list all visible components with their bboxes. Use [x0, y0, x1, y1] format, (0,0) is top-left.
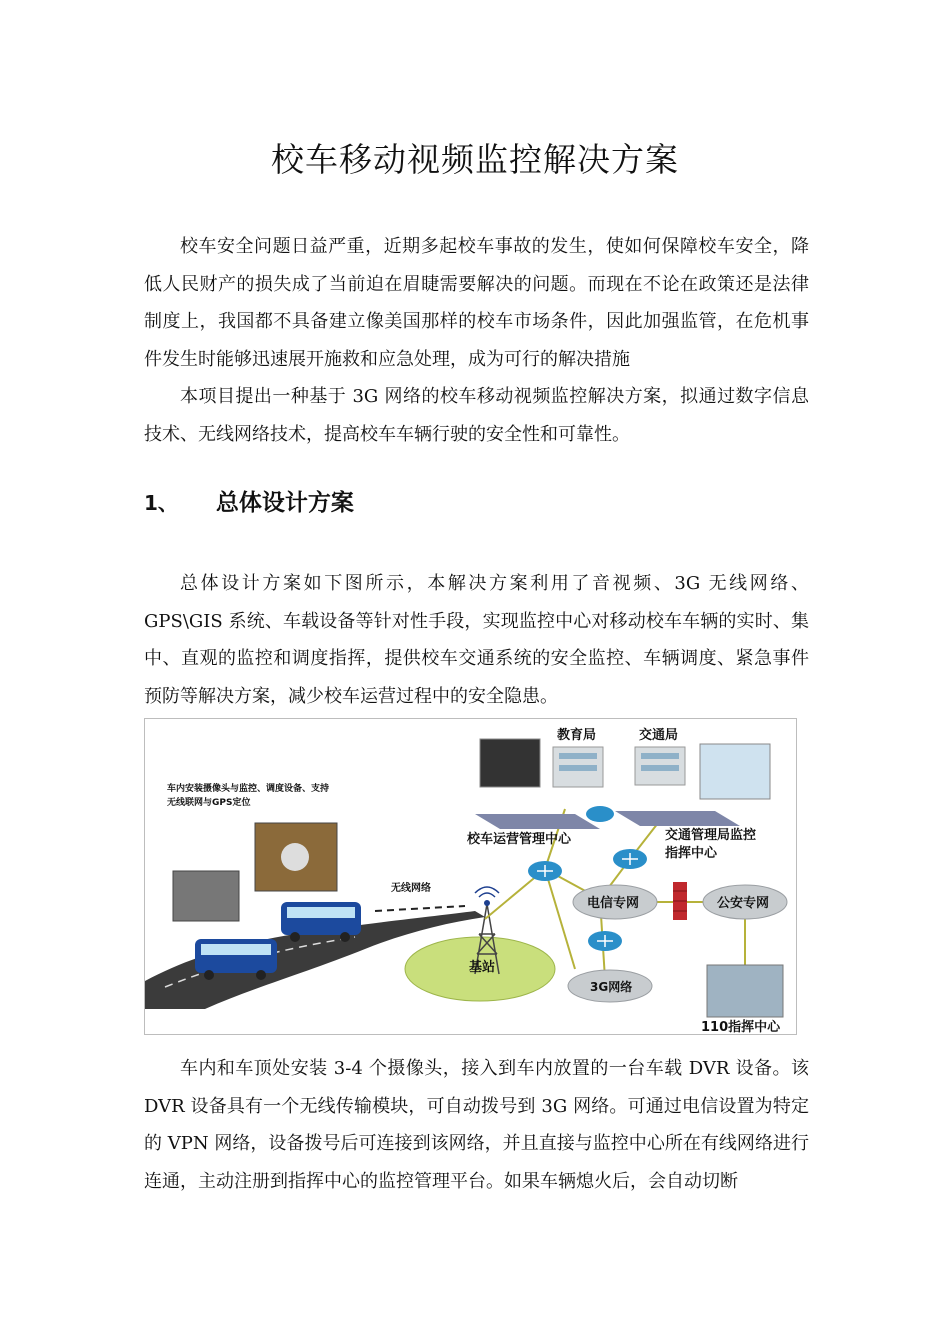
traffic-bureau-label: 交通局 — [639, 728, 679, 743]
wireless-link — [375, 906, 465, 911]
education-bureau-label: 教育局 — [557, 728, 597, 743]
router-icon — [528, 861, 562, 881]
traffic-bureau-building-icon — [635, 747, 685, 785]
command-110-photo — [707, 965, 783, 1017]
intro-paragraph-1: 校车安全问题日益严重，近期多起校车事故的发生，使如何保障校车安全，降低人民财产的损失成了当前迫在眉睫需要解决的问题。而现在不论在政策还是法律制度上，我国都不具备建立像美国那样的校车市场条件，因此加强监管，在危机事件发生时能够迅速展开施救和应急处理，成为可行的解决措施 — [144, 236, 809, 370]
svg-text:电信专网: 电信专网 — [587, 896, 640, 911]
diagram-canvas — [145, 719, 798, 1036]
school-center-platform — [475, 814, 600, 829]
section-number: 1、 — [144, 491, 178, 515]
traffic-room-photo — [700, 744, 770, 799]
traffic-center-label-line2: 指挥中心 — [665, 846, 718, 861]
svg-text:公安专网: 公安专网 — [717, 896, 770, 911]
vehicle-note-line2: 无线联网与GPS定位 — [167, 798, 251, 808]
section-paragraph-after-figure: 车内和车顶处安装 3-4 个摄像头，接入到车内放置的一台车载 DVR 设备。该 DVR 设备具有一个无线传输模块，可自动拨号到 3G 网络。可通过电信设置为特定的 VPN 网络，设备拨号后可连接到该网络，并且直接与监控中心所在有线网络进行连通，主动注册到指挥中心的监控管理平台。如果车辆熄火后，会自动切断 — [144, 1058, 809, 1192]
telecom-net-cloud — [573, 885, 657, 919]
traffic-center-platform — [615, 811, 740, 826]
section-heading — [144, 484, 354, 517]
vehicle-note-line1: 车内安装摄像头与监控、调度设备、支持 — [167, 784, 330, 794]
monitor-room-photo — [480, 739, 540, 787]
school-bus-center-label: 校车运营管理中心 — [467, 832, 572, 847]
base-station-label: 基站 — [469, 960, 496, 975]
system-architecture-diagram — [144, 718, 797, 1035]
education-bureau-building-icon — [553, 747, 603, 787]
police-net-cloud — [703, 885, 787, 919]
wireless-label: 无线网络 — [391, 883, 431, 894]
section-title: 总体设计方案 — [215, 489, 354, 516]
router-icon — [613, 849, 647, 869]
intro-paragraph-2: 本项目提出一种基于 3G 网络的校车移动视频监控解决方案，拟通过数字信息技术、无线网络技术，提高校车车辆行驶的安全性和可靠性。 — [144, 386, 809, 445]
router-icon — [588, 931, 622, 951]
section-paragraph: 总体设计方案如下图所示，本解决方案利用了音视频、3G 无线网络、GPS\GIS 系统、车载设备等针对性手段，实现监控中心对移动校车车辆的实时、集中、直观的监控和调度指挥，提供校车交通系统的安全监控、车辆调度、紧急事件预防等解决方案，减少校车运营过程中的安全隐患。 — [144, 573, 809, 707]
traffic-center-label-line1: 交通管理局监控 — [665, 828, 757, 843]
router-icon — [586, 806, 614, 822]
camera-photo-interior — [173, 871, 239, 921]
firewall-icon — [673, 882, 687, 920]
network-3g-cloud — [568, 970, 652, 1002]
command-110-label: 110指挥中心 — [701, 1020, 781, 1035]
page-title: 校车移动视频监控解决方案 — [271, 140, 679, 179]
svg-text:3G网络: 3G网络 — [590, 980, 633, 994]
camera-icon — [281, 843, 309, 871]
